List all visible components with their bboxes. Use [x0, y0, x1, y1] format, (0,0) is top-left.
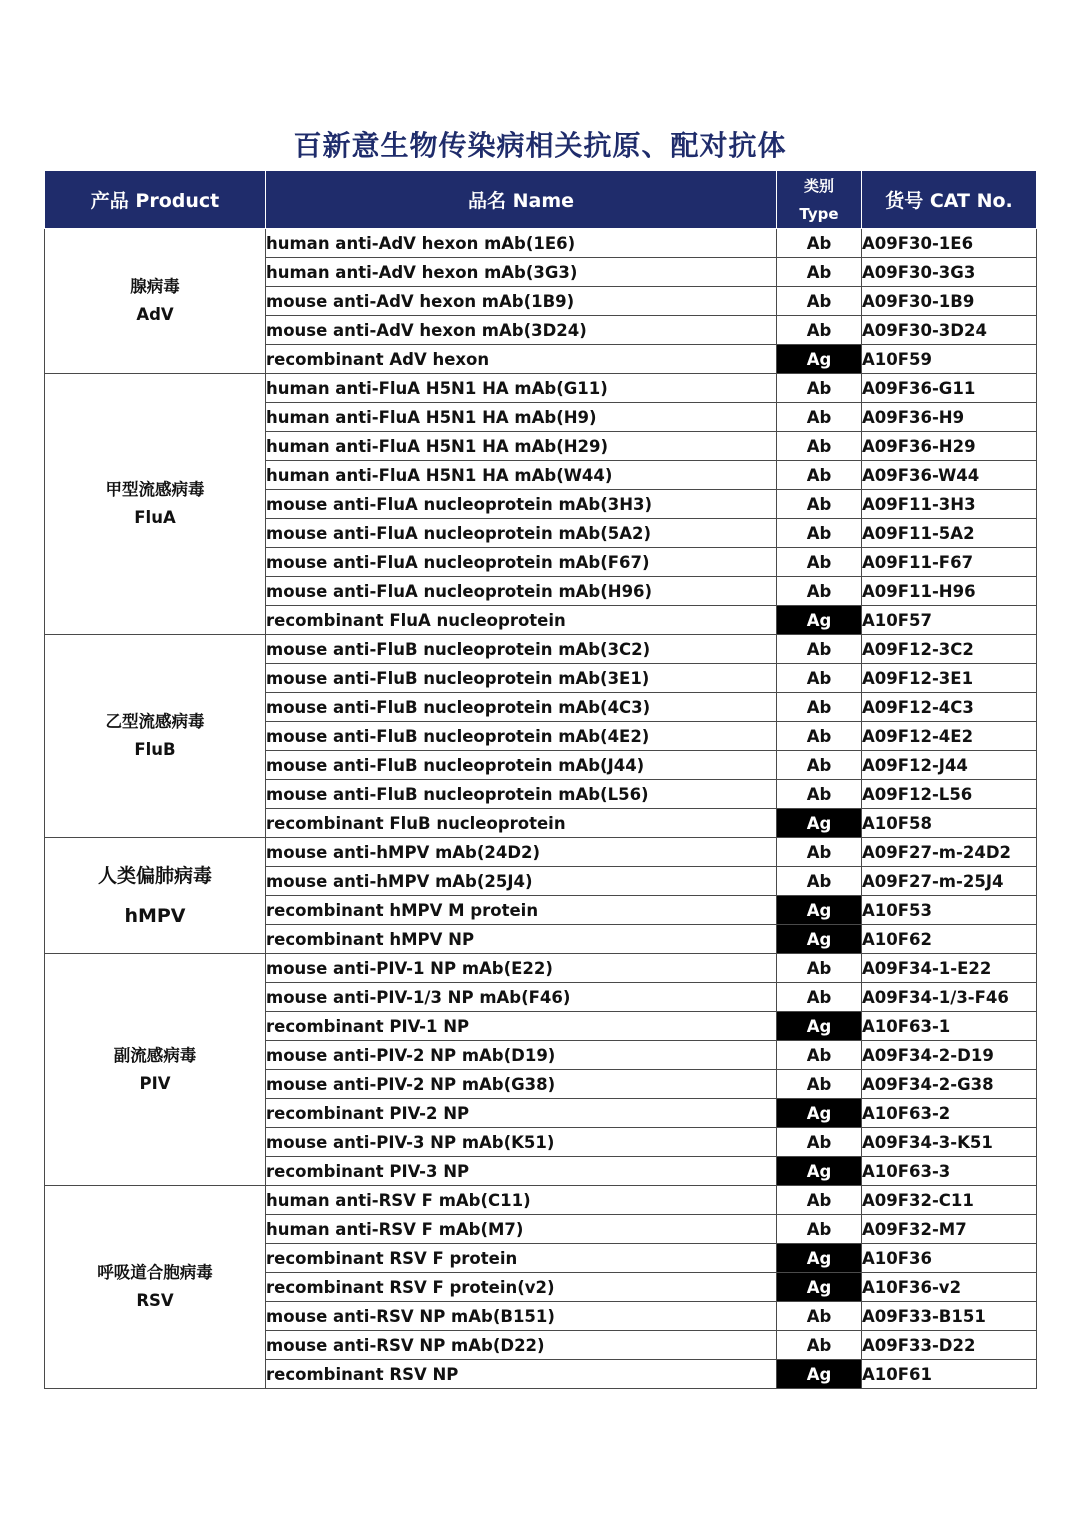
catalog-number-cell: A10F53	[862, 896, 1037, 925]
product-type-cell: Ab	[777, 577, 862, 606]
product-name-cell: recombinant PIV-3 NP	[266, 1157, 777, 1186]
catalog-number-cell: A10F36	[862, 1244, 1037, 1273]
product-type-cell: Ab	[777, 693, 862, 722]
product-type-cell: Ab	[777, 258, 862, 287]
product-type-cell: Ag	[777, 1012, 862, 1041]
group-name-en: PIV	[139, 1073, 171, 1093]
product-name-cell: recombinant hMPV NP	[266, 925, 777, 954]
group-cell	[45, 635, 266, 838]
group-cell	[45, 229, 266, 374]
product-name-cell: mouse anti-FluA nucleoprotein mAb(3H3)	[266, 490, 777, 519]
product-type-cell: Ab	[777, 635, 862, 664]
product-name-cell: recombinant PIV-2 NP	[266, 1099, 777, 1128]
product-name-cell: mouse anti-PIV-1/3 NP mAb(F46)	[266, 983, 777, 1012]
catalog-number-cell: A09F34-2-G38	[862, 1070, 1037, 1099]
product-name-cell: recombinant RSV NP	[266, 1360, 777, 1389]
product-name-cell: recombinant hMPV M protein	[266, 896, 777, 925]
product-type-cell: Ab	[777, 954, 862, 983]
catalog-number-cell: A10F63-3	[862, 1157, 1037, 1186]
product-type-cell: Ab	[777, 751, 862, 780]
table-row	[45, 954, 1037, 983]
product-name-cell: recombinant RSV F protein	[266, 1244, 777, 1273]
product-name-cell: mouse anti-FluA nucleoprotein mAb(F67)	[266, 548, 777, 577]
product-name-cell: mouse anti-FluB nucleoprotein mAb(3E1)	[266, 664, 777, 693]
group-name-cn: 甲型流感病毒	[105, 480, 205, 499]
catalog-number-cell: A09F12-L56	[862, 780, 1037, 809]
catalog-number-cell: A09F11-H96	[862, 577, 1037, 606]
catalog-number-cell: A09F36-H9	[862, 403, 1037, 432]
product-type-cell: Ag	[777, 1244, 862, 1273]
product-type-cell: Ab	[777, 229, 862, 258]
catalog-number-cell: A09F32-M7	[862, 1215, 1037, 1244]
product-type-cell: Ab	[777, 403, 862, 432]
product-type-cell: Ab	[777, 519, 862, 548]
product-name-cell: mouse anti-AdV hexon mAb(3D24)	[266, 316, 777, 345]
product-type-cell: Ag	[777, 925, 862, 954]
catalog-number-cell: A09F34-2-D19	[862, 1041, 1037, 1070]
product-type-cell: Ab	[777, 838, 862, 867]
catalog-number-cell: A10F59	[862, 345, 1037, 374]
product-type-cell: Ab	[777, 1331, 862, 1360]
catalog-number-cell: A09F11-3H3	[862, 490, 1037, 519]
catalog-number-cell: A10F57	[862, 606, 1037, 635]
product-type-cell: Ab	[777, 287, 862, 316]
product-type-cell: Ab	[777, 461, 862, 490]
product-name-cell: recombinant RSV F protein(v2)	[266, 1273, 777, 1302]
group-name-cn: 副流感病毒	[113, 1045, 197, 1065]
group-cell	[45, 954, 266, 1186]
catalog-number-cell: A09F27-m-24D2	[862, 838, 1037, 867]
product-name-cell: mouse anti-RSV NP mAb(D22)	[266, 1331, 777, 1360]
catalog-number-cell: A09F33-D22	[862, 1331, 1037, 1360]
table-body	[45, 229, 1037, 1389]
product-type-cell: Ag	[777, 345, 862, 374]
product-name-cell: mouse anti-FluB nucleoprotein mAb(3C2)	[266, 635, 777, 664]
catalog-number-cell: A09F30-1B9	[862, 287, 1037, 316]
group-cell	[45, 1186, 266, 1389]
table-row	[45, 374, 1037, 403]
product-type-cell: Ag	[777, 1099, 862, 1128]
catalog-number-cell: A09F11-5A2	[862, 519, 1037, 548]
group-name-en: RSV	[136, 1291, 174, 1310]
group-cell	[45, 838, 266, 954]
table-row	[45, 229, 1037, 258]
product-name-cell: mouse anti-PIV-1 NP mAb(E22)	[266, 954, 777, 983]
product-type-cell: Ab	[777, 374, 862, 403]
product-name-cell: mouse anti-RSV NP mAb(B151)	[266, 1302, 777, 1331]
header-type-en: Type	[799, 204, 839, 223]
group-name-en: AdV	[136, 305, 174, 324]
product-type-cell: Ab	[777, 1070, 862, 1099]
product-name-cell: recombinant AdV hexon	[266, 345, 777, 374]
product-name-cell: human anti-FluA H5N1 HA mAb(G11)	[266, 374, 777, 403]
catalog-number-cell: A10F62	[862, 925, 1037, 954]
header-cat: 货号 CAT No.	[862, 171, 1037, 229]
catalog-number-cell: A09F30-3D24	[862, 316, 1037, 345]
catalog-number-cell: A09F11-F67	[862, 548, 1037, 577]
catalog-number-cell: A09F36-W44	[862, 461, 1037, 490]
table-row	[45, 635, 1037, 664]
catalog-number-cell: A09F34-1-E22	[862, 954, 1037, 983]
product-name-cell: human anti-FluA H5N1 HA mAb(H29)	[266, 432, 777, 461]
product-name-cell: mouse anti-PIV-3 NP mAb(K51)	[266, 1128, 777, 1157]
product-name-cell: human anti-AdV hexon mAb(3G3)	[266, 258, 777, 287]
catalog-number-cell: A09F34-3-K51	[862, 1128, 1037, 1157]
product-table	[44, 170, 1037, 1389]
catalog-number-cell: A09F32-C11	[862, 1186, 1037, 1215]
product-name-cell: human anti-RSV F mAb(C11)	[266, 1186, 777, 1215]
product-type-cell: Ab	[777, 780, 862, 809]
product-type-cell: Ab	[777, 867, 862, 896]
product-name-cell: mouse anti-FluA nucleoprotein mAb(H96)	[266, 577, 777, 606]
product-name-cell: mouse anti-FluA nucleoprotein mAb(5A2)	[266, 519, 777, 548]
group-name-en: hMPV	[124, 904, 186, 927]
product-type-cell: Ab	[777, 432, 862, 461]
catalog-number-cell: A09F33-B151	[862, 1302, 1037, 1331]
product-name-cell: human anti-FluA H5N1 HA mAb(W44)	[266, 461, 777, 490]
catalog-number-cell: A10F36-v2	[862, 1273, 1037, 1302]
product-name-cell: recombinant FluA nucleoprotein	[266, 606, 777, 635]
product-type-cell: Ab	[777, 490, 862, 519]
product-type-cell: Ag	[777, 809, 862, 838]
header-name: 品名 Name	[266, 171, 777, 229]
table-header-row	[45, 171, 1037, 229]
catalog-number-cell: A09F12-3E1	[862, 664, 1037, 693]
group-name-cn: 腺病毒	[130, 277, 180, 296]
group-cell	[45, 374, 266, 635]
product-name-cell: mouse anti-FluB nucleoprotein mAb(4C3)	[266, 693, 777, 722]
header-product: 产品 Product	[45, 171, 266, 229]
catalog-number-cell: A09F30-1E6	[862, 229, 1037, 258]
product-type-cell: Ab	[777, 548, 862, 577]
group-name-cn: 呼吸道合胞病毒	[97, 1263, 213, 1282]
product-type-cell: Ag	[777, 606, 862, 635]
product-name-cell: mouse anti-FluB nucleoprotein mAb(J44)	[266, 751, 777, 780]
group-name-cn: 乙型流感病毒	[105, 712, 205, 731]
product-type-cell: Ag	[777, 1157, 862, 1186]
product-type-cell: Ag	[777, 896, 862, 925]
header-type	[777, 171, 862, 229]
product-type-cell: Ab	[777, 664, 862, 693]
product-type-cell: Ab	[777, 983, 862, 1012]
catalog-number-cell: A09F12-J44	[862, 751, 1037, 780]
product-type-cell: Ag	[777, 1360, 862, 1389]
product-name-cell: recombinant PIV-1 NP	[266, 1012, 777, 1041]
catalog-number-cell: A09F27-m-25J4	[862, 867, 1037, 896]
catalog-number-cell: A10F61	[862, 1360, 1037, 1389]
product-name-cell: mouse anti-hMPV mAb(24D2)	[266, 838, 777, 867]
table-row	[45, 1186, 1037, 1215]
catalog-number-cell: A09F12-4E2	[862, 722, 1037, 751]
catalog-number-cell: A09F12-3C2	[862, 635, 1037, 664]
product-type-cell: Ab	[777, 1215, 862, 1244]
product-name-cell: mouse anti-AdV hexon mAb(1B9)	[266, 287, 777, 316]
product-type-cell: Ab	[777, 1186, 862, 1215]
product-name-cell: human anti-FluA H5N1 HA mAb(H9)	[266, 403, 777, 432]
catalog-number-cell: A10F63-1	[862, 1012, 1037, 1041]
product-name-cell: human anti-RSV F mAb(M7)	[266, 1215, 777, 1244]
product-type-cell: Ab	[777, 1041, 862, 1070]
group-name-cn: 人类偏肺病毒	[97, 864, 212, 887]
product-name-cell: mouse anti-FluB nucleoprotein mAb(L56)	[266, 780, 777, 809]
product-type-cell: Ab	[777, 722, 862, 751]
group-name-en: FluA	[134, 508, 176, 527]
product-type-cell: Ag	[777, 1273, 862, 1302]
product-name-cell: mouse anti-hMPV mAb(25J4)	[266, 867, 777, 896]
catalog-number-cell: A09F30-3G3	[862, 258, 1037, 287]
catalog-number-cell: A10F63-2	[862, 1099, 1037, 1128]
product-name-cell: human anti-AdV hexon mAb(1E6)	[266, 229, 777, 258]
catalog-number-cell: A10F58	[862, 809, 1037, 838]
product-type-cell: Ab	[777, 316, 862, 345]
catalog-number-cell: A09F36-H29	[862, 432, 1037, 461]
catalog-number-cell: A09F36-G11	[862, 374, 1037, 403]
product-type-cell: Ab	[777, 1302, 862, 1331]
page-title: 百新意生物传染病相关抗原、配对抗体	[293, 129, 787, 162]
product-name-cell: mouse anti-PIV-2 NP mAb(G38)	[266, 1070, 777, 1099]
group-name-en: FluB	[134, 740, 176, 759]
table-row	[45, 838, 1037, 867]
product-name-cell: mouse anti-PIV-2 NP mAb(D19)	[266, 1041, 777, 1070]
product-name-cell: recombinant FluB nucleoprotein	[266, 809, 777, 838]
product-name-cell: mouse anti-FluB nucleoprotein mAb(4E2)	[266, 722, 777, 751]
header-type-cn: 类别	[803, 176, 834, 195]
catalog-number-cell: A09F34-1/3-F46	[862, 983, 1037, 1012]
catalog-number-cell: A09F12-4C3	[862, 693, 1037, 722]
product-type-cell: Ab	[777, 1128, 862, 1157]
